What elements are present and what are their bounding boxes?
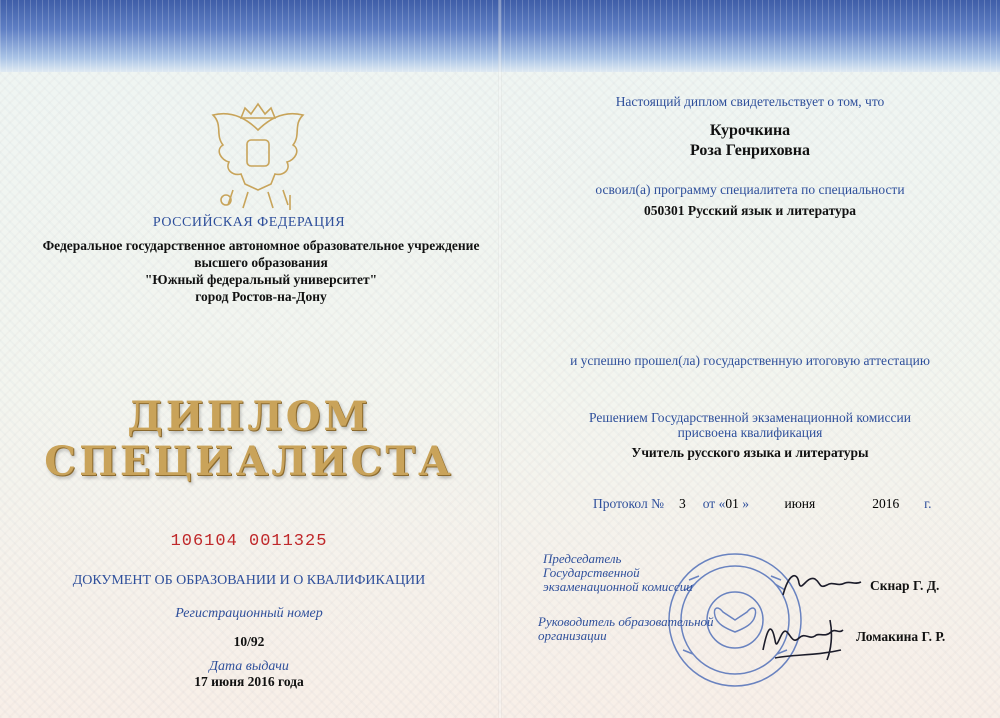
- commission-chair-label: Председатель Государственной экзаменационной комиссии: [543, 551, 693, 594]
- protocol-number: 3: [678, 496, 686, 511]
- protocol-day: 01: [725, 496, 739, 511]
- org-line: Федеральное государственное автономное образовательное учреждение: [42, 238, 480, 253]
- graduate-given-names: Роза Генриховна: [689, 142, 811, 159]
- org-line: город Ростов-на-Дону: [195, 289, 327, 304]
- serial-number: 106104 0011325: [170, 532, 328, 551]
- protocol-line: [593, 496, 931, 512]
- specialty: 050301 Русский язык и литература: [643, 203, 857, 218]
- protocol-year: 2016: [872, 496, 900, 511]
- organization-head-label: Руководитель образовательной организации: [538, 614, 714, 643]
- diploma-title-line2: СПЕЦИАЛИСТА: [44, 438, 454, 485]
- country-name: РОССИЙСКАЯ ФЕДЕРАЦИЯ: [152, 215, 346, 230]
- protocol-year-suffix: г.: [924, 496, 932, 511]
- double-headed-eagle-emblem-icon: [193, 100, 323, 215]
- decision-text-line1: Решением Государственной экзаменационной комиссии: [589, 410, 911, 425]
- issue-date-label: Дата выдачи: [209, 659, 289, 674]
- org-line: высшего образования: [194, 255, 328, 270]
- qualification: Учитель русского языка и литературы: [631, 445, 869, 460]
- protocol-month: июня: [784, 496, 816, 511]
- document-type: ДОКУМЕНТ ОБ ОБРАЗОВАНИИ И О КВАЛИФИКАЦИИ: [72, 573, 426, 588]
- issuing-organization: [26, 237, 496, 305]
- program-text: освоил(а) программу специалитета по специальности: [595, 182, 905, 197]
- chair-signature-icon: [775, 565, 865, 605]
- protocol-from-label: от «: [702, 496, 726, 511]
- organization-head-name: Ломакина Г. Р.: [856, 629, 946, 644]
- registration-label: Регистрационный номер: [175, 606, 323, 621]
- attestation-text: и успешно прошел(ла) государственную итоговую аттестацию: [570, 353, 930, 368]
- registration-number: 10/92: [233, 634, 265, 649]
- intro-text: Настоящий диплом свидетельствует о том, что: [615, 94, 885, 109]
- graduate-surname: Курочкина: [709, 122, 791, 139]
- issue-date: 17 июня 2016 года: [194, 674, 304, 689]
- decision-text-line2: присвоена квалификация: [677, 425, 823, 440]
- protocol-close-quote: »: [742, 496, 749, 511]
- protocol-label: Протокол №: [593, 496, 664, 511]
- head-signature-icon: [755, 610, 850, 665]
- diploma-title-line1: ДИПЛОМ: [127, 393, 371, 440]
- commission-chair-name: Скнар Г. Д.: [870, 578, 940, 593]
- org-line: "Южный федеральный университет": [144, 272, 378, 287]
